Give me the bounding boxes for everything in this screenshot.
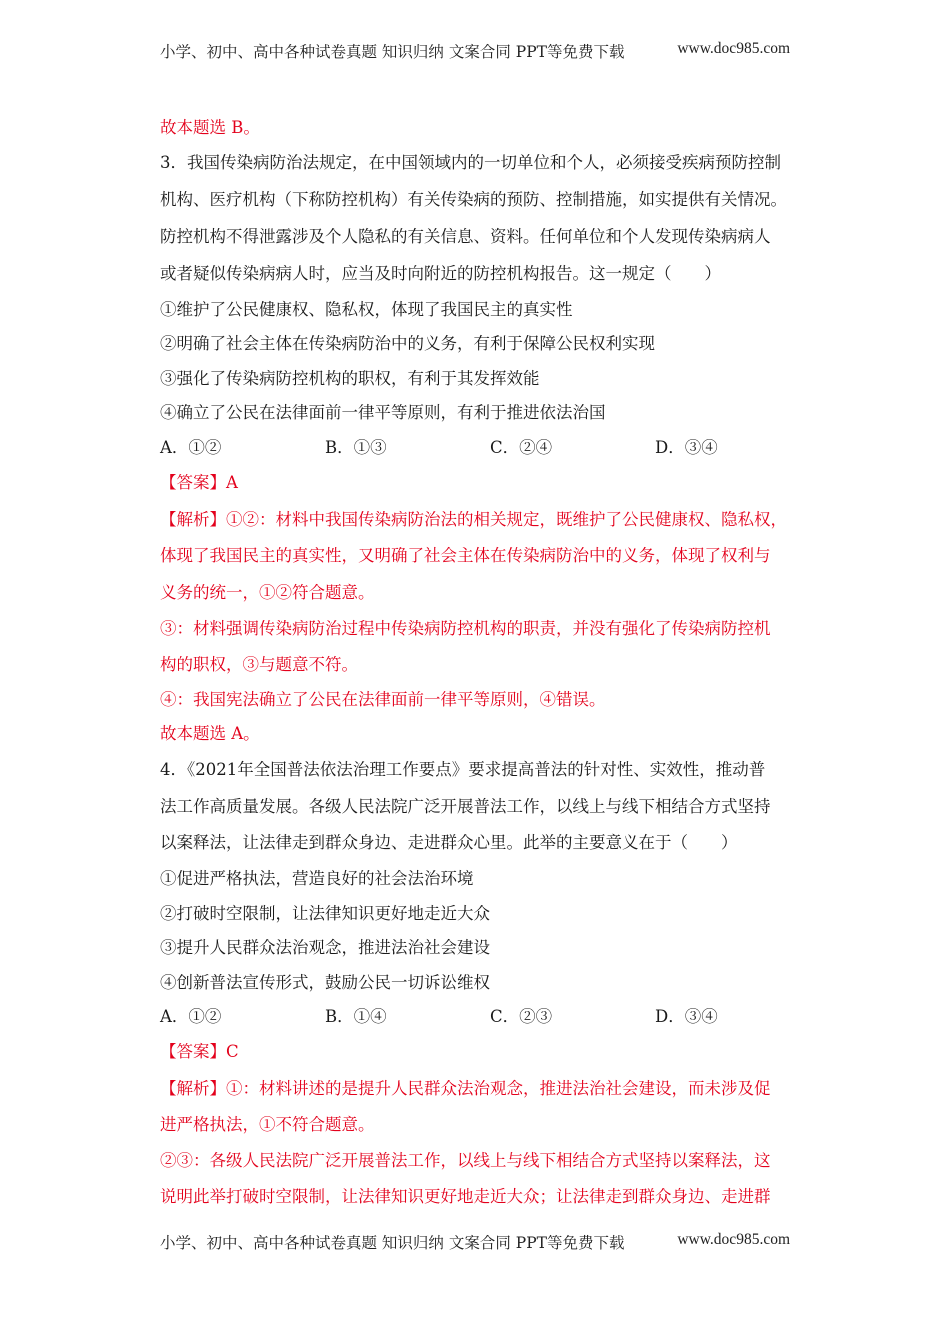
q3-conclusion: 故本题选 A。	[160, 724, 260, 743]
prev-conclusion: 故本题选 B。	[160, 118, 260, 137]
q4-item: ④创新普法宣传形式，鼓励公民一切诉讼维权	[160, 973, 490, 992]
q4-analysis-line: 【解析】①：材料讲述的是提升人民群众法治观念，推进法治社会建设，而未涉及促	[160, 1079, 771, 1098]
q3-option-c: C．②④	[490, 438, 553, 457]
q4-analysis-line: 说明此举打破时空限制，让法律知识更好地走近大众；让法律走到群众身边、走进群	[160, 1187, 771, 1206]
q4-option-d: D．③④	[655, 1007, 718, 1026]
q3-answer: 【答案】A	[160, 473, 238, 492]
q3-analysis-line: ④：我国宪法确立了公民在法律面前一律平等原则，④错误。	[160, 690, 606, 709]
header-site: www.doc985.com	[677, 40, 790, 57]
q3-analysis-line: 体现了我国民主的真实性，又明确了社会主体在传染病防治中的义务，体现了权利与	[160, 546, 771, 565]
footer-site: www.doc985.com	[677, 1231, 790, 1248]
q3-stem-line: 或者疑似传染病病人时，应当及时向附近的防控机构报告。这一规定（ ）	[160, 264, 721, 283]
q4-answer: 【答案】C	[160, 1042, 239, 1061]
q3-stem-line: 防控机构不得泄露涉及个人隐私的有关信息、资料。任何单位和个人发现传染病病人	[160, 227, 771, 246]
q3-item: ④确立了公民在法律面前一律平等原则，有利于推进依法治国	[160, 403, 606, 422]
q4-option-b: B．①④	[325, 1007, 387, 1026]
q3-stem-line: 机构、医疗机构（下称防控机构）有关传染病的预防、控制措施，如实提供有关情况。	[160, 190, 787, 209]
q4-option-c: C．②③	[490, 1007, 553, 1026]
header-text: 小学、初中、高中各种试卷真题 知识归纳 文案合同 PPT等免费下载	[160, 43, 625, 61]
q3-item: ②明确了社会主体在传染病防治中的义务，有利于保障公民权利实现	[160, 334, 655, 353]
footer-text: 小学、初中、高中各种试卷真题 知识归纳 文案合同 PPT等免费下载	[160, 1234, 625, 1252]
q4-stem-line: 4．《2021年全国普法依法治理工作要点》要求提高普法的针对性、实效性，推动普	[160, 760, 766, 779]
q3-item: ③强化了传染病防控机构的职权，有利于其发挥效能	[160, 369, 540, 388]
page-header	[160, 40, 790, 62]
q4-item: ③提升人民群众法治观念，推进法治社会建设	[160, 938, 490, 957]
q3-option-b: B．①③	[325, 438, 387, 457]
q4-analysis-line: ②③：各级人民法院广泛开展普法工作，以线上与线下相结合方式坚持以案释法，这	[160, 1151, 771, 1170]
q3-analysis-line: ③：材料强调传染病防治过程中传染病防控机构的职责，并没有强化了传染病防控机	[160, 619, 771, 638]
q4-option-a: A．①②	[160, 1007, 222, 1026]
q3-item: ①维护了公民健康权、隐私权，体现了我国民主的真实性	[160, 300, 573, 319]
page-footer	[160, 1231, 790, 1253]
q4-item: ①促进严格执法，营造良好的社会法治环境	[160, 869, 474, 888]
q3-stem-line: 3．我国传染病防治法规定，在中国领域内的一切单位和个人，必须接受疾病预防控制	[160, 153, 781, 172]
q4-item: ②打破时空限制，让法律知识更好地走近大众	[160, 904, 490, 923]
q4-analysis-line: 进严格执法，①不符合题意。	[160, 1115, 375, 1134]
q4-stem-line: 法工作高质量发展。各级人民法院广泛开展普法工作，以线上与线下相结合方式坚持	[160, 797, 771, 816]
q3-option-d: D．③④	[655, 438, 718, 457]
q3-analysis-line: 构的职权，③与题意不符。	[160, 655, 358, 674]
q4-stem-line: 以案释法，让法律走到群众身边、走进群众心里。此举的主要意义在于（ ）	[160, 833, 738, 852]
q3-analysis-line: 义务的统一，①②符合题意。	[160, 583, 375, 602]
q3-option-a: A．①②	[160, 438, 222, 457]
q3-analysis-line: 【解析】①②：材料中我国传染病防治法的相关规定，既维护了公民健康权、隐私权，	[160, 510, 787, 529]
